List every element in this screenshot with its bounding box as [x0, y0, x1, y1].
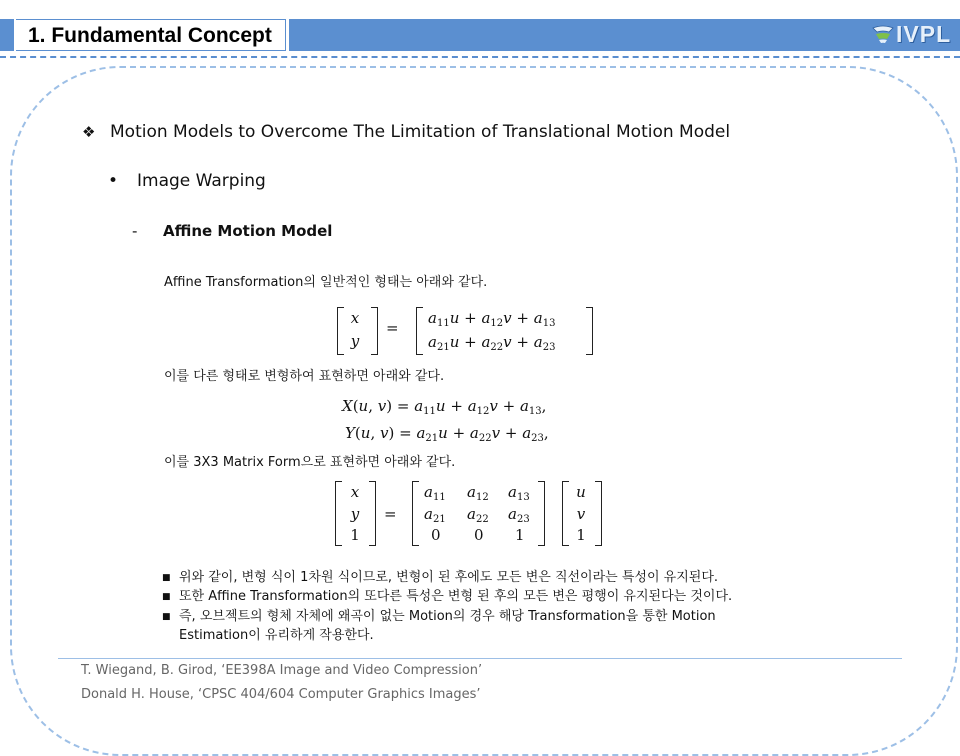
subsubsection-heading-text: Affine Motion Model [163, 222, 333, 240]
header-accent-bar [0, 19, 14, 51]
square-bullet-icon: ■ [162, 592, 171, 602]
header-divider [0, 56, 960, 58]
diamond-bullet-icon: ❖ [82, 123, 96, 141]
logo-icon [872, 24, 894, 44]
list-item: ■ 즉, 오브젝트의 형체 자체에 왜곡이 없는 Motion의 경우 해당 Transformation을 통한 Motion [162, 609, 716, 624]
list-item: ■ 또한 Affine Transformation의 또다른 특성은 변형 된 후의 모든 변은 평행이 유지된다는 것이다. [162, 589, 733, 604]
square-bullet-icon: ■ [162, 612, 171, 622]
reference-2: Donald H. House, ‘CPSC 404/604 Computer Graphics Images’ [81, 687, 481, 702]
dot-bullet-icon: • [108, 171, 119, 191]
header-band [289, 19, 960, 51]
square-bullet-icon: ■ [162, 573, 171, 583]
paragraph-general-form: Affine Transformation의 일반적인 형태는 아래와 같다. [164, 275, 488, 290]
page-title: 1. Fundamental Concept [28, 24, 272, 47]
list-item-continuation: Estimation이 유리하게 작용한다. [179, 628, 374, 643]
section-heading-text: Motion Models to Overcome The Limitation of Translational Motion Model [110, 122, 731, 142]
section-heading [82, 120, 730, 144]
logo-text: IVPL [896, 20, 952, 47]
ivpl-logo [872, 21, 951, 47]
subsection-heading [108, 169, 266, 193]
subsection-heading-text: Image Warping [137, 171, 266, 191]
list-item: ■ 위와 같이, 변형 식이 1차원 식이므로, 변형이 된 후에도 모든 변은 직선이라는 특성이 유지된다. [162, 570, 719, 585]
footer-divider [58, 658, 902, 659]
reference-1: T. Wiegand, B. Girod, ‘EE398A Image and Video Compression’ [81, 663, 483, 678]
paragraph-matrix-form: 이를 3X3 Matrix Form으로 표현하면 아래와 같다. [164, 455, 456, 470]
paragraph-alternate-form: 이를 다른 형태로 변형하여 표현하면 아래와 같다. [164, 369, 445, 384]
dash-bullet-icon: - [132, 222, 138, 240]
subsubsection-heading [132, 220, 332, 242]
